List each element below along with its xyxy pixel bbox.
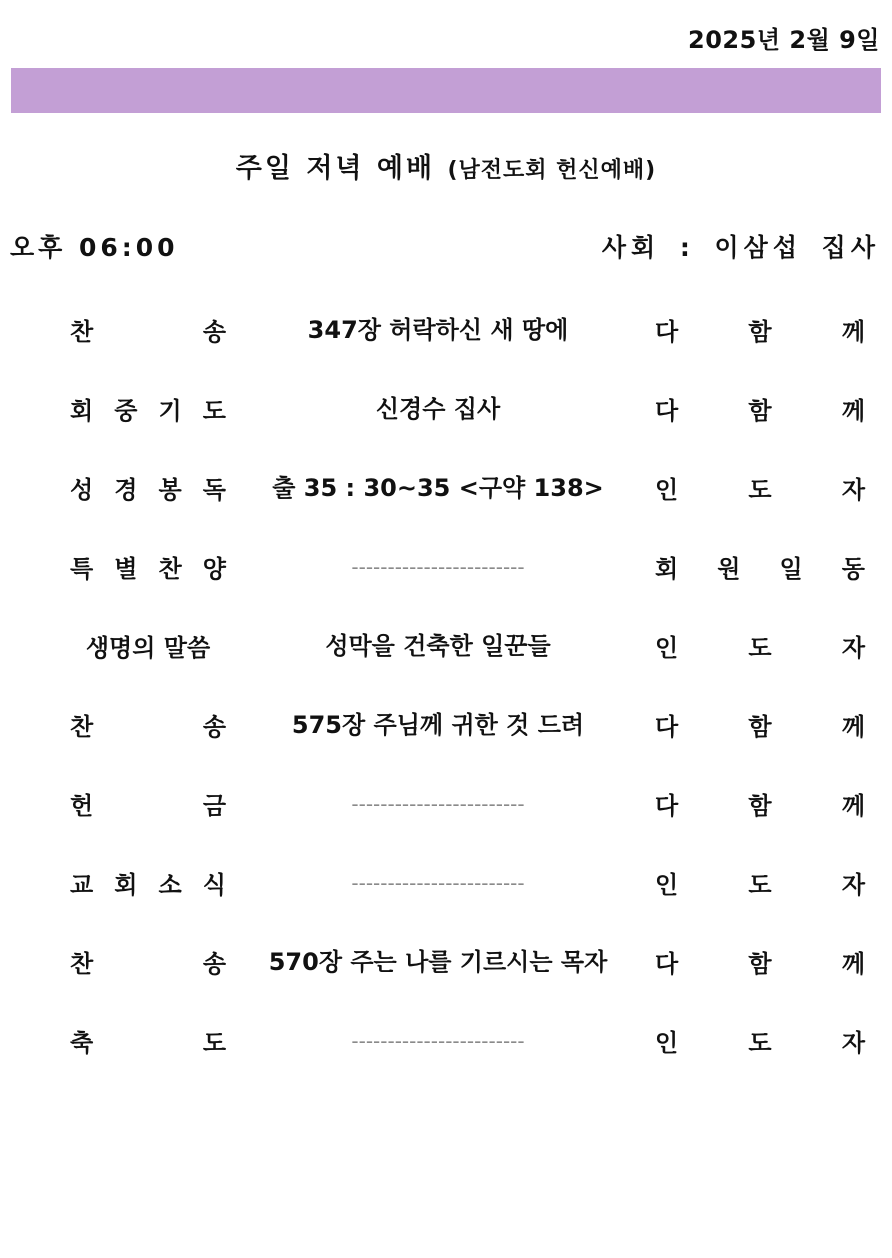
order-responsible-char: 자 (841, 634, 865, 662)
order-item-char: 찬 (70, 318, 94, 346)
order-row (0, 922, 892, 1001)
order-item-char: 기 (158, 397, 182, 425)
order-responsible-char: 함 (748, 713, 772, 741)
order-row (0, 369, 892, 448)
order-item-char: 찬 (158, 555, 182, 583)
order-responsible-char: 원 (717, 555, 741, 583)
order-item-char: 봉 (158, 476, 182, 504)
order-item-char: 축 (70, 1029, 94, 1057)
order-item-char: 찬 (70, 713, 94, 741)
header-banner (11, 68, 881, 113)
service-time: 오후 06:00 (10, 233, 179, 262)
order-row (0, 527, 892, 606)
order-item-char: 회 (70, 397, 94, 425)
order-responsible-char: 도 (748, 1029, 772, 1057)
order-row (0, 448, 892, 527)
order-responsible-char: 함 (748, 397, 772, 425)
order-content: 347장 허락하신 새 땅에 (307, 315, 569, 344)
order-responsible-char: 함 (748, 950, 772, 978)
order-item-char: 양 (202, 555, 226, 583)
order-item-char: 독 (202, 476, 226, 504)
order-item-char: 도 (202, 397, 226, 425)
order-responsible-char: 도 (748, 871, 772, 899)
order-content: 출 35 : 30~35 <구약 138> (272, 473, 604, 502)
order-item-char: 금 (202, 792, 226, 820)
order-item-label (70, 1001, 226, 1080)
order-responsible-char: 께 (841, 792, 865, 820)
service-host: 사회 : 이삼섭 집사 (601, 233, 880, 262)
order-item-char: 중 (114, 397, 138, 425)
order-item-char: 송 (202, 950, 226, 978)
order-item-char: 성 (70, 476, 94, 504)
order-responsible-char: 동 (841, 555, 865, 583)
order-responsible (655, 290, 865, 369)
order-item-char: 송 (202, 318, 226, 346)
order-item-label (70, 527, 226, 606)
order-responsible-char: 께 (841, 318, 865, 346)
order-content-placeholder: ------------------------ (351, 1028, 525, 1053)
order-item-char: 도 (202, 1029, 226, 1057)
order-item-label (70, 685, 226, 764)
order-item-char: 소 (158, 871, 182, 899)
order-content-placeholder: ------------------------ (351, 870, 525, 895)
order-responsible-char: 인 (655, 476, 679, 504)
order-item-char: 특 (70, 555, 94, 583)
order-responsible-char: 다 (655, 318, 679, 346)
order-item-char: 헌 (70, 792, 94, 820)
order-row (0, 290, 892, 369)
order-responsible-char: 자 (841, 871, 865, 899)
order-responsible (655, 922, 865, 1001)
order-item-label (70, 290, 226, 369)
order-item-label (70, 369, 226, 448)
order-content: 성막을 건축한 일꾼들 (325, 631, 551, 660)
order-responsible-char: 인 (655, 634, 679, 662)
order-responsible (655, 843, 865, 922)
order-responsible (655, 527, 865, 606)
order-responsible-char: 함 (748, 318, 772, 346)
order-responsible-char: 께 (841, 397, 865, 425)
order-item-label (70, 843, 226, 922)
order-item-char: 별 (114, 555, 138, 583)
order-responsible-char: 도 (748, 476, 772, 504)
order-responsible-char: 회 (655, 555, 679, 583)
order-of-worship (0, 290, 892, 1080)
order-responsible (655, 685, 865, 764)
order-responsible-char: 자 (841, 1029, 865, 1057)
order-item-char: 생명의 말씀 (85, 634, 211, 662)
order-responsible-char: 다 (655, 950, 679, 978)
order-content-placeholder: ------------------------ (351, 554, 525, 579)
order-responsible (655, 369, 865, 448)
order-content-placeholder: ------------------------ (351, 791, 525, 816)
order-row (0, 764, 892, 843)
order-responsible-char: 자 (841, 476, 865, 504)
order-item-char: 교 (70, 871, 94, 899)
order-item-char: 식 (202, 871, 226, 899)
order-responsible-char: 함 (748, 792, 772, 820)
order-content: 575장 주님께 귀한 것 드려 (291, 710, 585, 739)
order-row (0, 1001, 892, 1080)
order-content: 신경수 집사 (375, 394, 501, 423)
date-label: 2025년 2월 9일 (688, 26, 880, 54)
order-responsible-char: 께 (841, 713, 865, 741)
order-responsible-char: 다 (655, 397, 679, 425)
service-subtitle: (남전도회 헌신예배) (447, 158, 657, 183)
order-item-label (70, 764, 226, 843)
order-item-char: 회 (114, 871, 138, 899)
order-responsible (655, 764, 865, 843)
order-item-char: 찬 (70, 950, 94, 978)
order-responsible-char: 인 (655, 871, 679, 899)
order-item-label (70, 448, 226, 527)
order-responsible (655, 606, 865, 685)
order-responsible-char: 다 (655, 792, 679, 820)
service-title (0, 146, 892, 185)
order-responsible-char: 께 (841, 950, 865, 978)
order-responsible-char: 도 (748, 634, 772, 662)
service-title-main: 주일 저녁 예배 (235, 153, 436, 184)
order-row (0, 685, 892, 764)
order-responsible-char: 다 (655, 713, 679, 741)
order-item-char: 송 (202, 713, 226, 741)
order-row (0, 606, 892, 685)
order-content: 570장 주는 나를 기르시는 목자 (268, 947, 608, 976)
order-item-label (70, 922, 226, 1001)
order-item-label (70, 606, 226, 685)
order-responsible-char: 일 (779, 555, 803, 583)
order-responsible (655, 448, 865, 527)
order-responsible-char: 인 (655, 1029, 679, 1057)
order-row (0, 843, 892, 922)
order-responsible (655, 1001, 865, 1080)
order-item-char: 경 (114, 476, 138, 504)
